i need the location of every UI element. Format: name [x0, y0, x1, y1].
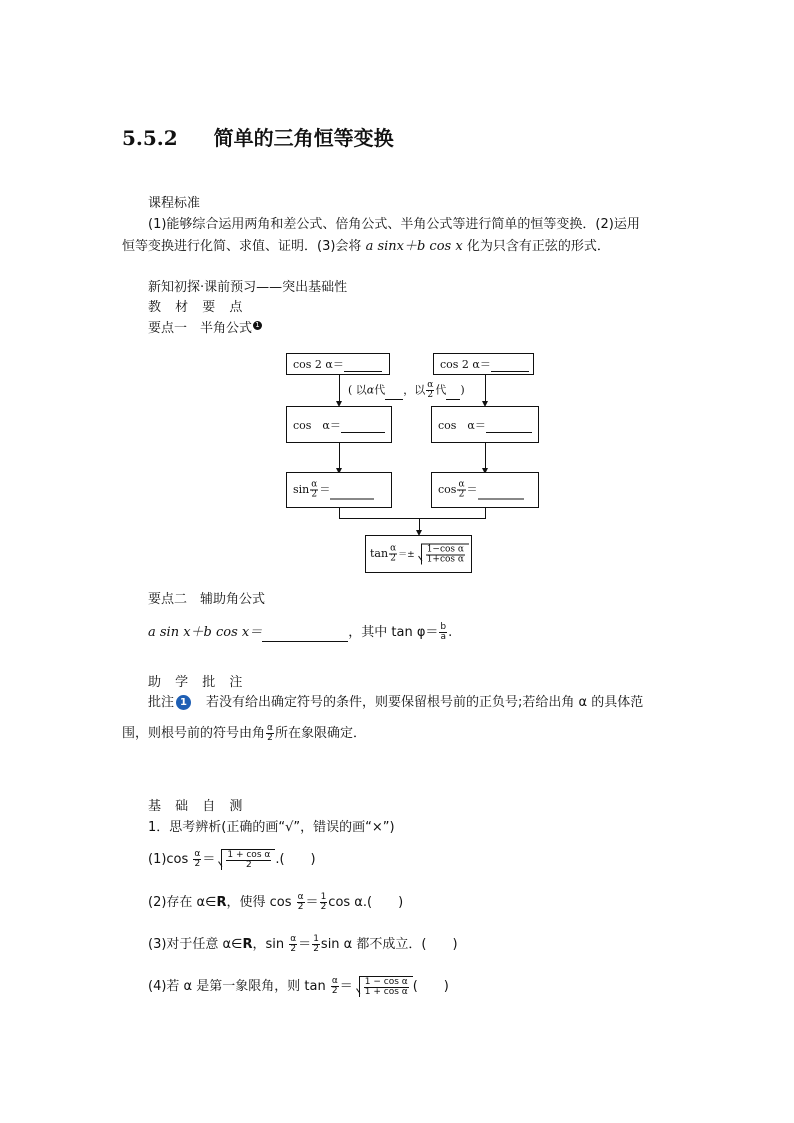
fraction-1-over-2 [312, 935, 320, 954]
radical-fraction [364, 978, 409, 997]
frac-den: 2 [331, 986, 338, 996]
cos-label: cos [438, 483, 457, 496]
real-set: R [242, 937, 253, 952]
frac-den: 2 [320, 902, 327, 912]
question-1: 1．思考辨析(正确的画“√”，错误的画“×”) [148, 820, 395, 835]
frac-num: α [267, 723, 273, 733]
item-1 [148, 849, 316, 870]
note-label: 批注 [148, 695, 175, 710]
fraction-alpha-over-2 [389, 545, 397, 564]
standard-line-2-post: 化为只含有正弦的形式． [462, 239, 610, 254]
frac-num: α [290, 934, 297, 944]
frac-num: α [331, 976, 338, 986]
equals-sign: ＝ [202, 852, 216, 867]
frac-den: 2 [458, 489, 465, 500]
item-1-post: .( ) [275, 852, 316, 867]
frac-den: 2 [311, 489, 318, 500]
item-2 [148, 893, 403, 912]
note-1-marker: 1 [253, 321, 262, 330]
plus-minus: ＝± [398, 550, 415, 560]
fraction-alpha-over-2 [193, 850, 201, 869]
radical [221, 849, 275, 870]
box-cos-a-right-text: cos α＝ [438, 418, 486, 432]
connector-line [339, 508, 340, 518]
note-1-line-2-pre: 围，则根号前的符号由角 [122, 726, 266, 741]
answer-blank [344, 371, 382, 372]
notes-heading: 助 学 批 注 [148, 675, 248, 690]
frac-num: 1−cos α [426, 544, 464, 555]
frac-den: 2 [267, 733, 273, 743]
fraction-alpha-over-2 [426, 381, 434, 400]
standard-line-2-expr: a sinx＋b cos x [365, 239, 463, 254]
equals-sign: ＝ [466, 483, 478, 496]
substitution-close: 代 [435, 383, 447, 397]
substitution-mid1: 代 [374, 383, 386, 397]
point-1-heading [148, 321, 262, 337]
substitution-alpha: α [366, 383, 375, 397]
item-2-mid: ，使得 cos [226, 895, 296, 910]
standard-line-1: (1)能够综合运用两角和差公式、倍角公式、半角公式等进行简单的恒等变换．(2)运用 [148, 217, 640, 232]
answer-blank [491, 371, 529, 372]
arrow-line [339, 375, 340, 403]
frac-num: α [311, 479, 318, 490]
fraction-1-over-2 [320, 893, 328, 912]
section-number: 5.5.2 [122, 126, 178, 150]
point-1-label: 要点一 半角公式 [148, 321, 253, 336]
item-2-post: cos α.( ) [328, 895, 404, 910]
frac-den: 2 [313, 944, 319, 954]
point-2-heading: 要点二 辅助角公式 [148, 592, 266, 607]
frac-den: 2 [297, 902, 304, 912]
answer-blank [385, 399, 403, 400]
standard-heading: 课程标准 [148, 196, 201, 211]
substitution-mid2: ，以 [403, 383, 426, 397]
frac-den: a [440, 632, 447, 642]
frac-num: b [440, 622, 447, 632]
frac-num: α [297, 892, 304, 902]
auxiliary-expr: a sin x＋b cos x＝ [148, 625, 263, 640]
real-set: R [216, 895, 227, 910]
box-cos-a-right [431, 406, 539, 443]
section-title-text: 简单的三角恒等变换 [213, 126, 394, 150]
item-1-pre: (1)cos [148, 852, 193, 867]
note-1-line-2-post: 所在象限确定． [274, 726, 366, 741]
box-cos-a-left-text: cos α＝ [293, 418, 341, 432]
frac-num: 1 [320, 892, 327, 902]
radical-fraction [226, 851, 271, 870]
box-sin-half [286, 472, 392, 508]
box-cos-half [431, 472, 539, 508]
note-1-badge: 1 [176, 695, 191, 710]
connector-line [485, 508, 486, 518]
box-cos2a-left [286, 353, 390, 375]
close-paren: ) [460, 383, 465, 397]
answer-blank [486, 432, 532, 433]
fraction-b-over-a [439, 623, 447, 642]
frac-den: 1+cos α [426, 554, 464, 565]
arrow-line [339, 443, 340, 470]
selftest-heading: 基 础 自 测 [148, 799, 248, 814]
item-2-pre: (2)存在 α∈ [148, 895, 217, 910]
standard-line-2-pre: 恒等变换进行化简、求值、证明．(3)会将 [122, 239, 366, 254]
item-4-post: ( ) [412, 979, 449, 994]
box-cos-a-left [286, 406, 392, 443]
arrow-line [485, 375, 486, 403]
frac-den: 2 [226, 860, 271, 870]
frac-num: 1 [313, 934, 319, 944]
connector-line [339, 518, 486, 519]
radical [421, 544, 469, 565]
frac-num: 1 + cos α [227, 850, 271, 860]
box-cos2a-left-text: cos 2 α＝ [293, 358, 344, 371]
box-cos2a-right-text: cos 2 α＝ [440, 358, 491, 371]
item-4 [148, 976, 449, 997]
frac-num: α [390, 543, 397, 554]
preview-heading: 新知初探·课前预习——突出基础性 [148, 280, 348, 295]
frac-den: 2 [390, 553, 396, 564]
substitution-note [348, 381, 465, 400]
frac-den: 2 [194, 859, 201, 869]
note-1-line-1 [148, 695, 643, 711]
substitution-open: ( 以 [348, 383, 367, 397]
material-heading: 教 材 要 点 [148, 300, 248, 315]
equals-sign: ＝ [298, 937, 312, 952]
fraction-alpha-over-2 [331, 977, 339, 996]
fraction-alpha-over-2 [297, 893, 305, 912]
answer-blank [341, 432, 385, 433]
equals-sign: ＝ [305, 895, 319, 910]
answer-blank [262, 627, 348, 642]
equals-sign: ＝ [339, 979, 353, 994]
frac-num: α [194, 849, 201, 859]
note-1-text: 若没有给出确定符号的条件，则要保留根号前的正负号;若给出角 α 的具体范 [193, 695, 644, 710]
item-3 [148, 935, 458, 954]
frac-den: 2 [427, 390, 434, 400]
frac-num: α [458, 479, 465, 490]
sin-label: sin [293, 483, 310, 496]
frac-den: 2 [290, 944, 297, 954]
fraction-alpha-over-2 [266, 724, 274, 743]
section-title [122, 126, 394, 150]
frac-den: 1 + cos α [364, 987, 408, 997]
answer-blank [478, 499, 524, 500]
box-cos2a-right [433, 353, 534, 375]
fraction-alpha-over-2 [310, 481, 318, 500]
radical [359, 976, 413, 997]
note-1-line-2 [122, 724, 366, 743]
auxiliary-angle-formula [148, 623, 452, 642]
auxiliary-where: ，其中 tan φ＝ [348, 625, 439, 640]
radical-fraction [426, 546, 465, 565]
answer-blank [330, 499, 374, 500]
frac-num: 1 − cos α [364, 977, 408, 987]
equals-sign: ＝ [319, 483, 331, 496]
answer-blank [446, 399, 460, 400]
item-3-mid: ，sin [252, 937, 289, 952]
frac-num: α [427, 380, 434, 390]
item-3-post: sin α 都不成立．( ) [320, 937, 458, 952]
fraction-alpha-over-2 [289, 935, 297, 954]
period: . [448, 625, 453, 640]
fraction-alpha-over-2 [457, 481, 465, 500]
box-tan-half [365, 535, 472, 573]
standard-line-2 [122, 239, 610, 255]
arrow-line [485, 443, 486, 470]
item-4-pre: (4)若 α 是第一象限角，则 tan [148, 979, 330, 994]
item-3-pre: (3)对于任意 α∈ [148, 937, 243, 952]
tan-label: tan [370, 547, 389, 560]
